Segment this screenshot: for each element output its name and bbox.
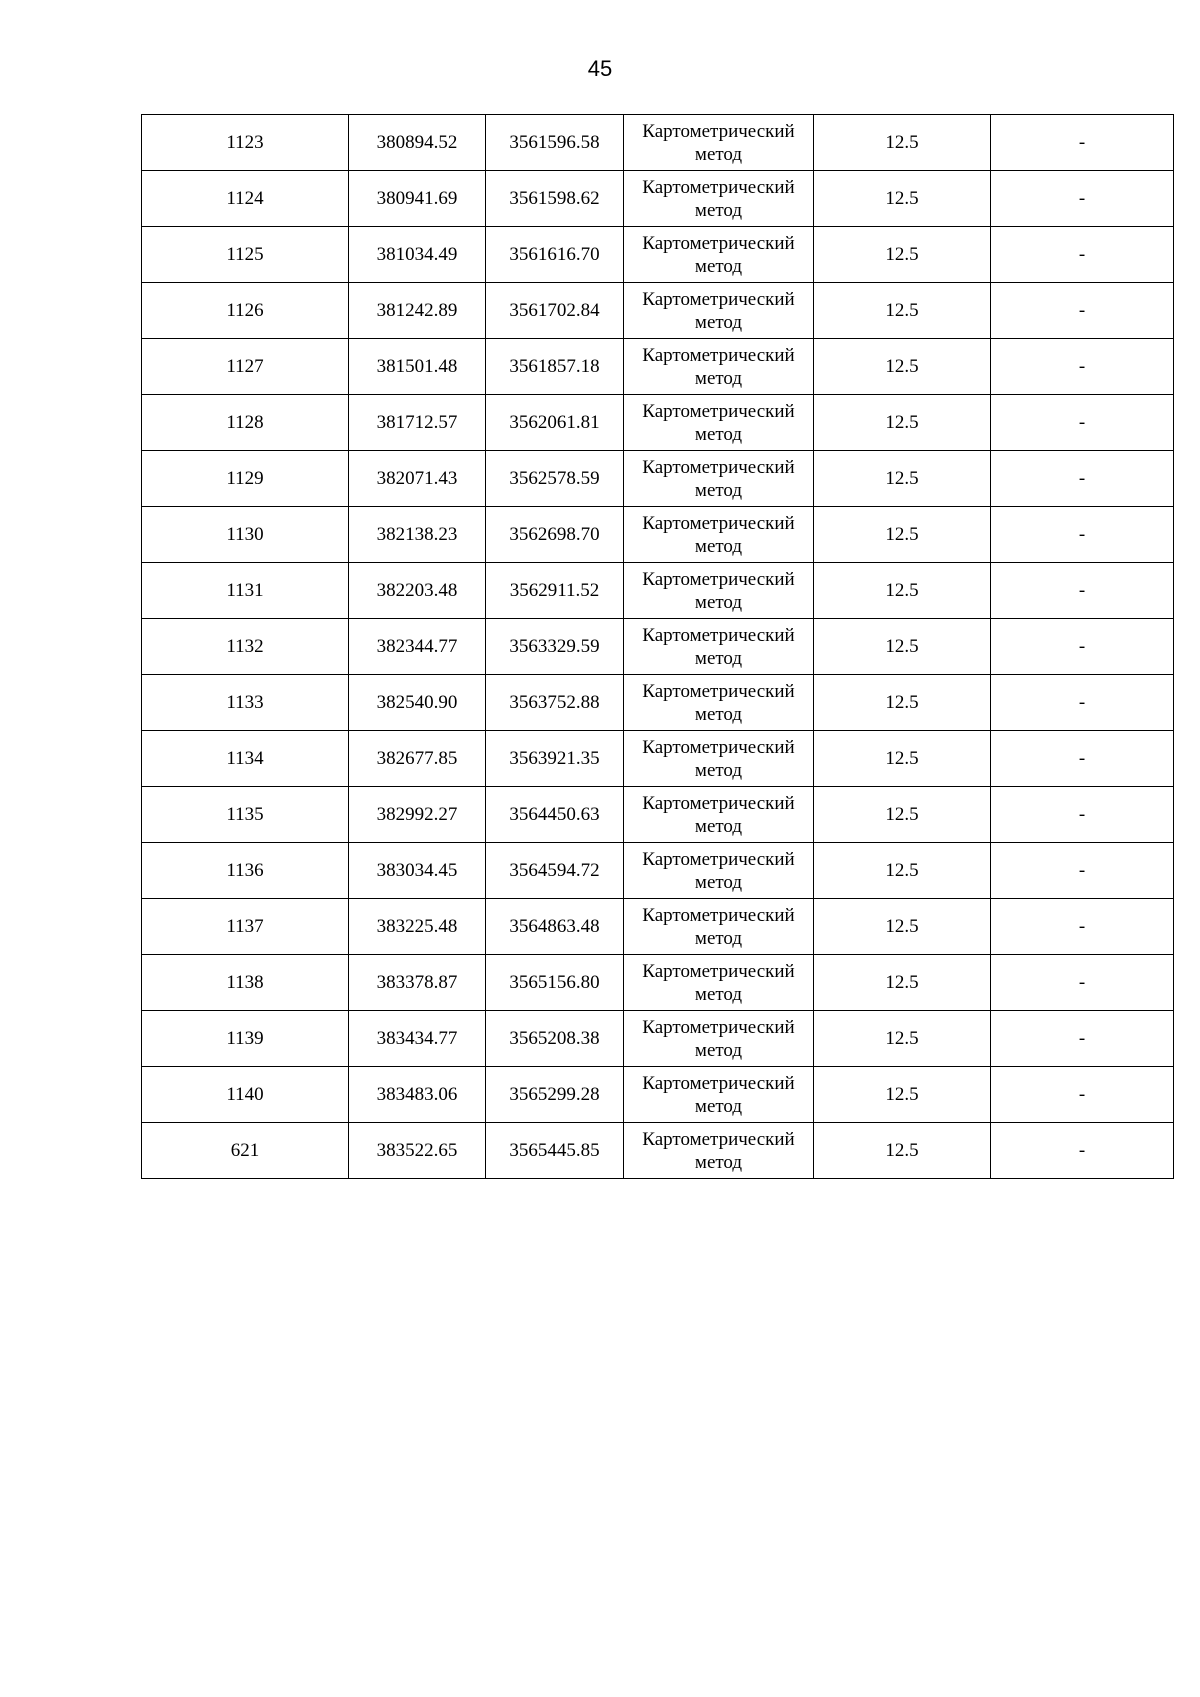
cell-point-number: 1139 [142,1011,349,1067]
cell-method [624,899,814,955]
method-text: Картометрический метод [642,288,795,333]
cell-point-number: 1125 [142,227,349,283]
cell-y-coordinate: 3561616.70 [486,227,624,283]
table-row [142,619,1174,675]
table-row [142,731,1174,787]
cell-method [624,1123,814,1179]
cell-x-coordinate: 381712.57 [349,395,486,451]
table-row [142,563,1174,619]
cell-accuracy: 12.5 [814,227,991,283]
cell-method [624,227,814,283]
cell-x-coordinate: 382677.85 [349,731,486,787]
method-text: Картометрический метод [642,736,795,781]
page-number: 45 [587,56,613,81]
cell-note: - [991,1067,1174,1123]
cell-x-coordinate: 380941.69 [349,171,486,227]
cell-point-number: 1124 [142,171,349,227]
cell-accuracy: 12.5 [814,171,991,227]
table-row [142,1067,1174,1123]
cell-x-coordinate: 382540.90 [349,675,486,731]
cell-method [624,395,814,451]
cell-y-coordinate: 3562061.81 [486,395,624,451]
cell-point-number: 1123 [142,115,349,171]
cell-y-coordinate: 3565208.38 [486,1011,624,1067]
cell-x-coordinate: 382344.77 [349,619,486,675]
cell-x-coordinate: 383434.77 [349,1011,486,1067]
cell-note: - [991,899,1174,955]
cell-accuracy: 12.5 [814,787,991,843]
cell-method [624,283,814,339]
cell-accuracy: 12.5 [814,843,991,899]
cell-y-coordinate: 3565299.28 [486,1067,624,1123]
table-row [142,227,1174,283]
method-text: Картометрический метод [642,1072,795,1117]
table-row [142,339,1174,395]
cell-accuracy: 12.5 [814,339,991,395]
cell-point-number: 1136 [142,843,349,899]
cell-accuracy: 12.5 [814,619,991,675]
cell-x-coordinate: 383378.87 [349,955,486,1011]
cell-x-coordinate: 381501.48 [349,339,486,395]
cell-x-coordinate: 382203.48 [349,563,486,619]
cell-y-coordinate: 3562698.70 [486,507,624,563]
method-text: Картометрический метод [642,1016,795,1061]
cell-method [624,563,814,619]
cell-method [624,339,814,395]
cell-point-number: 1134 [142,731,349,787]
cell-note: - [991,843,1174,899]
table-row [142,283,1174,339]
table-row [142,843,1174,899]
method-text: Картометрический метод [642,848,795,893]
cell-point-number: 1140 [142,1067,349,1123]
cell-y-coordinate: 3561598.62 [486,171,624,227]
cell-method [624,1011,814,1067]
cell-point-number: 621 [142,1123,349,1179]
coordinates-table [141,114,1174,1179]
cell-y-coordinate: 3563752.88 [486,675,624,731]
cell-point-number: 1133 [142,675,349,731]
cell-point-number: 1137 [142,899,349,955]
cell-accuracy: 12.5 [814,115,991,171]
cell-point-number: 1132 [142,619,349,675]
table-row [142,171,1174,227]
table-row [142,115,1174,171]
cell-note: - [991,339,1174,395]
method-text: Картометрический метод [642,680,795,725]
method-text: Картометрический метод [642,792,795,837]
cell-x-coordinate: 383034.45 [349,843,486,899]
cell-y-coordinate: 3562911.52 [486,563,624,619]
cell-note: - [991,955,1174,1011]
cell-accuracy: 12.5 [814,899,991,955]
cell-accuracy: 12.5 [814,563,991,619]
method-text: Картометрический метод [642,512,795,557]
cell-note: - [991,675,1174,731]
table-row [142,395,1174,451]
cell-method [624,1067,814,1123]
cell-note: - [991,283,1174,339]
cell-x-coordinate: 383225.48 [349,899,486,955]
cell-accuracy: 12.5 [814,451,991,507]
cell-y-coordinate: 3562578.59 [486,451,624,507]
cell-accuracy: 12.5 [814,1067,991,1123]
method-text: Картометрический метод [642,568,795,613]
cell-accuracy: 12.5 [814,395,991,451]
cell-method [624,787,814,843]
cell-accuracy: 12.5 [814,283,991,339]
cell-note: - [991,731,1174,787]
cell-note: - [991,115,1174,171]
cell-y-coordinate: 3561702.84 [486,283,624,339]
cell-x-coordinate: 381242.89 [349,283,486,339]
cell-point-number: 1126 [142,283,349,339]
cell-note: - [991,507,1174,563]
method-text: Картометрический метод [642,344,795,389]
cell-point-number: 1130 [142,507,349,563]
cell-method [624,451,814,507]
cell-note: - [991,451,1174,507]
table-row [142,675,1174,731]
cell-y-coordinate: 3564450.63 [486,787,624,843]
cell-accuracy: 12.5 [814,1123,991,1179]
cell-x-coordinate: 380894.52 [349,115,486,171]
cell-accuracy: 12.5 [814,675,991,731]
cell-point-number: 1138 [142,955,349,1011]
table-row [142,1011,1174,1067]
method-text: Картометрический метод [642,960,795,1005]
method-text: Картометрический метод [642,624,795,669]
cell-y-coordinate: 3563329.59 [486,619,624,675]
cell-y-coordinate: 3564594.72 [486,843,624,899]
cell-note: - [991,563,1174,619]
cell-point-number: 1127 [142,339,349,395]
cell-point-number: 1131 [142,563,349,619]
table-row [142,787,1174,843]
cell-note: - [991,1011,1174,1067]
cell-note: - [991,227,1174,283]
cell-method [624,955,814,1011]
cell-method [624,675,814,731]
cell-method [624,731,814,787]
cell-accuracy: 12.5 [814,955,991,1011]
cell-y-coordinate: 3563921.35 [486,731,624,787]
table-row [142,899,1174,955]
method-text: Картометрический метод [642,1128,795,1173]
table-row [142,1123,1174,1179]
method-text: Картометрический метод [642,120,795,165]
cell-accuracy: 12.5 [814,1011,991,1067]
cell-method [624,507,814,563]
cell-x-coordinate: 383483.06 [349,1067,486,1123]
method-text: Картометрический метод [642,232,795,277]
cell-note: - [991,787,1174,843]
table-row [142,507,1174,563]
cell-accuracy: 12.5 [814,507,991,563]
method-text: Картометрический метод [642,904,795,949]
cell-method [624,171,814,227]
cell-note: - [991,171,1174,227]
cell-x-coordinate: 382138.23 [349,507,486,563]
cell-method [624,115,814,171]
cell-y-coordinate: 3565156.80 [486,955,624,1011]
table-row [142,955,1174,1011]
cell-note: - [991,395,1174,451]
cell-x-coordinate: 382071.43 [349,451,486,507]
method-text: Картометрический метод [642,176,795,221]
cell-y-coordinate: 3561596.58 [486,115,624,171]
cell-y-coordinate: 3565445.85 [486,1123,624,1179]
method-text: Картометрический метод [642,400,795,445]
cell-note: - [991,619,1174,675]
cell-point-number: 1129 [142,451,349,507]
cell-accuracy: 12.5 [814,731,991,787]
cell-x-coordinate: 383522.65 [349,1123,486,1179]
cell-x-coordinate: 381034.49 [349,227,486,283]
cell-method [624,843,814,899]
cell-y-coordinate: 3561857.18 [486,339,624,395]
table-row [142,451,1174,507]
cell-y-coordinate: 3564863.48 [486,899,624,955]
cell-note: - [991,1123,1174,1179]
method-text: Картометрический метод [642,456,795,501]
cell-x-coordinate: 382992.27 [349,787,486,843]
coordinates-table-body [142,115,1174,1179]
cell-point-number: 1135 [142,787,349,843]
cell-point-number: 1128 [142,395,349,451]
cell-method [624,619,814,675]
